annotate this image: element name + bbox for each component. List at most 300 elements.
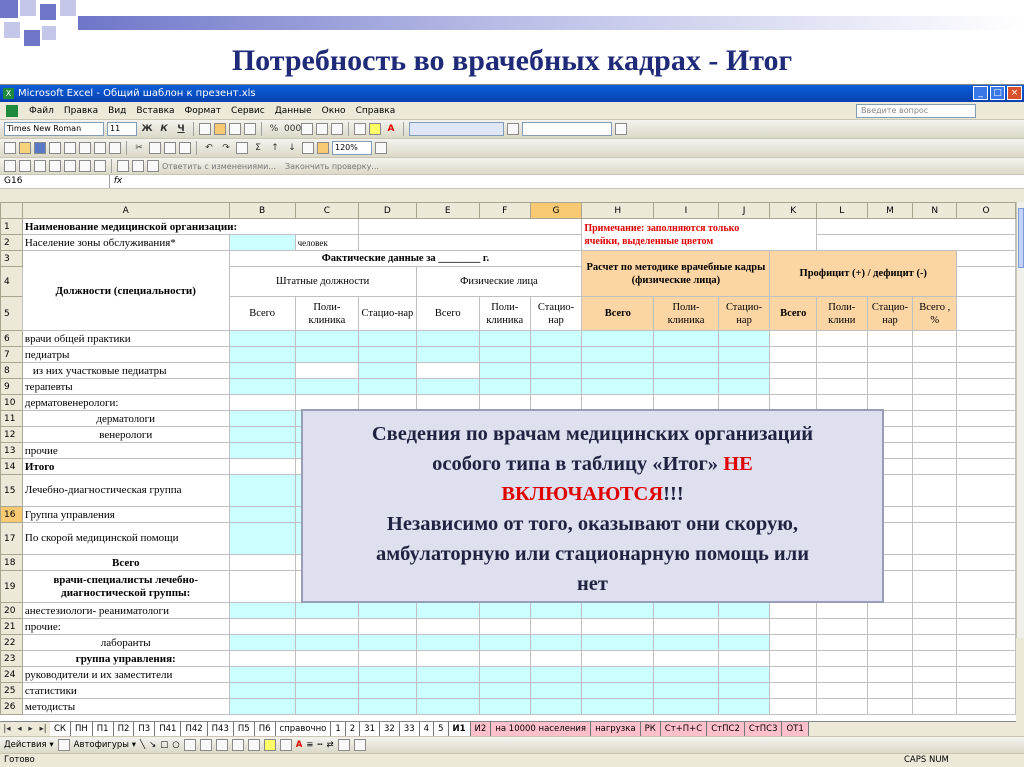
cell[interactable] <box>295 619 358 635</box>
row-header[interactable]: 11 <box>1 411 23 427</box>
cell[interactable] <box>530 603 582 619</box>
cell[interactable] <box>718 379 770 395</box>
arrow-style-icon[interactable]: ⇄ <box>326 740 334 750</box>
cell[interactable] <box>582 635 654 651</box>
cell[interactable] <box>957 251 1016 267</box>
end-review-button[interactable]: Закончить проверку... <box>284 161 379 171</box>
cell[interactable] <box>654 651 718 667</box>
picture-icon[interactable] <box>248 739 260 751</box>
menu-file[interactable]: Файл <box>29 106 54 116</box>
review-icon[interactable] <box>147 160 159 172</box>
rectangle-icon[interactable]: □ <box>160 740 169 750</box>
cell[interactable] <box>229 635 295 651</box>
sheet-tab[interactable]: СК <box>50 722 71 737</box>
row-label[interactable]: педиатры <box>22 347 229 363</box>
vertical-scrollbar[interactable] <box>1016 202 1024 638</box>
col-hospital[interactable]: Стацио-нар <box>718 297 770 331</box>
cell[interactable] <box>817 603 868 619</box>
row-header[interactable]: 9 <box>1 379 23 395</box>
save-icon[interactable] <box>34 142 46 154</box>
cell[interactable] <box>416 603 479 619</box>
sheet-tab[interactable]: справочно <box>276 722 332 737</box>
column-header[interactable]: N <box>913 203 957 219</box>
cell[interactable] <box>913 507 957 523</box>
cell[interactable] <box>913 683 957 699</box>
sheet-tab[interactable]: П6 <box>255 722 276 737</box>
cell[interactable] <box>582 603 654 619</box>
cell[interactable] <box>654 635 718 651</box>
cell[interactable] <box>654 379 718 395</box>
cell[interactable] <box>416 331 479 347</box>
review-icon[interactable] <box>117 160 129 172</box>
textbox-icon[interactable] <box>184 739 196 751</box>
cell[interactable] <box>416 683 479 699</box>
cell[interactable] <box>957 683 1016 699</box>
cell[interactable] <box>770 683 817 699</box>
cell[interactable] <box>530 635 582 651</box>
cell[interactable] <box>957 571 1016 603</box>
cell[interactable] <box>957 555 1016 571</box>
cell[interactable] <box>295 363 358 379</box>
zoom-select[interactable]: 120% <box>332 141 372 155</box>
cell[interactable] <box>867 347 913 363</box>
row-label[interactable]: венерологи <box>22 427 229 443</box>
corner-cell[interactable] <box>1 203 23 219</box>
row-label[interactable]: из них участковые педиатры <box>22 363 229 379</box>
cell[interactable] <box>582 379 654 395</box>
col-total[interactable]: Всего <box>582 297 654 331</box>
sheet-tab[interactable]: П2 <box>114 722 135 737</box>
cell[interactable] <box>229 347 295 363</box>
thousands-button[interactable]: 000 <box>284 124 302 134</box>
profit-header[interactable]: Профицит (+) / дефицит (-) <box>770 251 957 297</box>
cell[interactable] <box>654 363 718 379</box>
cell[interactable] <box>229 603 295 619</box>
cell[interactable] <box>359 379 417 395</box>
review-field[interactable] <box>409 122 504 136</box>
cell[interactable] <box>416 379 479 395</box>
align-left-icon[interactable] <box>199 123 211 135</box>
column-header[interactable]: C <box>295 203 358 219</box>
sheet-tab[interactable]: 5 <box>434 722 448 737</box>
permission-icon[interactable] <box>49 142 61 154</box>
calc-header[interactable]: Расчет по методике врачебные кадры (физические лица) <box>582 251 770 297</box>
cell[interactable] <box>654 603 718 619</box>
cell[interactable] <box>359 363 417 379</box>
autosum-button[interactable]: Σ <box>255 143 261 153</box>
mail-icon[interactable] <box>64 142 76 154</box>
cell[interactable] <box>867 683 913 699</box>
sheet-tab[interactable]: РК <box>641 722 661 737</box>
review-icon[interactable] <box>79 160 91 172</box>
percent-button[interactable]: % <box>269 124 279 134</box>
cell[interactable] <box>416 651 479 667</box>
cell[interactable] <box>479 619 530 635</box>
column-header[interactable]: D <box>359 203 417 219</box>
cell[interactable] <box>817 651 868 667</box>
oval-icon[interactable]: ○ <box>172 740 180 750</box>
fill-color-icon[interactable] <box>369 123 381 135</box>
3d-icon[interactable] <box>354 739 366 751</box>
sheet-tab[interactable]: 33 <box>400 722 420 737</box>
cell[interactable] <box>229 379 295 395</box>
sheet-tab[interactable]: СтПС2 <box>707 722 745 737</box>
cell[interactable] <box>957 347 1016 363</box>
cell[interactable] <box>770 347 817 363</box>
cell[interactable] <box>295 651 358 667</box>
underline-button[interactable]: Ч <box>177 124 185 134</box>
autoshapes-menu[interactable]: Автофигуры ▾ <box>73 740 136 750</box>
cell[interactable] <box>770 667 817 683</box>
shadow-icon[interactable] <box>338 739 350 751</box>
cell[interactable] <box>913 443 957 459</box>
cell[interactable] <box>718 699 770 715</box>
cell[interactable] <box>770 651 817 667</box>
cell[interactable] <box>913 555 957 571</box>
cell[interactable] <box>718 363 770 379</box>
cell[interactable] <box>957 459 1016 475</box>
cell[interactable] <box>416 347 479 363</box>
row-label[interactable]: Группа управления <box>22 507 229 523</box>
cell[interactable] <box>416 699 479 715</box>
menu-view[interactable]: Вид <box>108 106 127 116</box>
cell[interactable] <box>479 699 530 715</box>
review-icon[interactable] <box>34 160 46 172</box>
sheet-tab[interactable]: 31 <box>360 722 380 737</box>
merge-cells-icon[interactable] <box>244 123 256 135</box>
column-header[interactable]: L <box>817 203 868 219</box>
cell[interactable] <box>479 667 530 683</box>
cell[interactable] <box>957 443 1016 459</box>
cell[interactable] <box>229 475 295 507</box>
cell[interactable] <box>718 619 770 635</box>
cell[interactable] <box>479 635 530 651</box>
row-label[interactable]: терапевты <box>22 379 229 395</box>
cell[interactable] <box>957 267 1016 297</box>
cell[interactable] <box>957 603 1016 619</box>
col-polyclinic[interactable]: Поли-клиника <box>295 297 358 331</box>
col-hospital[interactable]: Стацио-нар <box>867 297 913 331</box>
row-header[interactable]: 22 <box>1 635 23 651</box>
review-icon[interactable] <box>132 160 144 172</box>
cell[interactable] <box>770 699 817 715</box>
review-icon[interactable] <box>4 160 16 172</box>
cell[interactable] <box>957 523 1016 555</box>
cell[interactable] <box>295 635 358 651</box>
bold-button[interactable]: Ж <box>141 124 153 134</box>
row-header[interactable]: 17 <box>1 523 23 555</box>
row-label[interactable]: дерматовенерологи: <box>22 395 229 411</box>
sort-ascending-icon[interactable]: ↑ <box>271 143 279 153</box>
sheet-tab[interactable]: 4 <box>420 722 434 737</box>
col-polyclinic[interactable]: Поли-клиника <box>479 297 530 331</box>
cell[interactable] <box>479 603 530 619</box>
review-icon[interactable] <box>49 160 61 172</box>
cell[interactable] <box>817 331 868 347</box>
col-total-percent[interactable]: Всего , % <box>913 297 957 331</box>
cell[interactable] <box>817 219 1016 235</box>
cell[interactable] <box>867 603 913 619</box>
cell[interactable] <box>957 331 1016 347</box>
row-header[interactable]: 6 <box>1 331 23 347</box>
cell[interactable] <box>957 619 1016 635</box>
row-label[interactable]: группа управления: <box>22 651 229 667</box>
physical-persons-header[interactable]: Физические лица <box>416 267 582 297</box>
cell[interactable] <box>530 699 582 715</box>
cell[interactable] <box>582 699 654 715</box>
cell[interactable] <box>913 427 957 443</box>
cell[interactable] <box>913 619 957 635</box>
cell[interactable] <box>530 683 582 699</box>
cell[interactable] <box>229 667 295 683</box>
row-header[interactable]: 23 <box>1 651 23 667</box>
sort-descending-icon[interactable]: ↓ <box>288 143 296 153</box>
wordart-icon[interactable] <box>200 739 212 751</box>
cell[interactable] <box>530 379 582 395</box>
cell[interactable] <box>359 683 417 699</box>
row-label[interactable]: руководители и их заместители <box>22 667 229 683</box>
decimal-increase-icon[interactable] <box>301 123 313 135</box>
cell[interactable] <box>770 331 817 347</box>
fill-color-icon[interactable] <box>264 739 276 751</box>
row-label[interactable]: методисты <box>22 699 229 715</box>
cell[interactable] <box>229 363 295 379</box>
menu-tools[interactable]: Сервис <box>231 106 265 116</box>
hyperlink-icon[interactable] <box>236 142 248 154</box>
row-header[interactable]: 10 <box>1 395 23 411</box>
cell[interactable] <box>229 443 295 459</box>
cell[interactable] <box>913 603 957 619</box>
cell[interactable] <box>359 699 417 715</box>
cell[interactable] <box>817 347 868 363</box>
actions-menu[interactable]: Действия ▾ <box>4 740 54 750</box>
cell[interactable] <box>867 699 913 715</box>
cell[interactable] <box>229 395 295 411</box>
line-style-select[interactable] <box>522 122 612 136</box>
cell[interactable] <box>359 235 582 251</box>
cell[interactable] <box>479 379 530 395</box>
row-header[interactable]: 15 <box>1 475 23 507</box>
drawing-pen-icon[interactable] <box>507 123 519 135</box>
row-label[interactable]: Всего <box>22 555 229 571</box>
cell[interactable] <box>582 331 654 347</box>
menu-format[interactable]: Формат <box>184 106 222 116</box>
cell[interactable] <box>957 667 1016 683</box>
cell[interactable] <box>530 619 582 635</box>
cell[interactable] <box>913 667 957 683</box>
last-sheet-icon[interactable]: ▸| <box>39 724 47 734</box>
cell[interactable] <box>913 635 957 651</box>
column-header[interactable]: E <box>416 203 479 219</box>
cell[interactable] <box>817 363 868 379</box>
sheet-tab[interactable]: П1 <box>93 722 114 737</box>
cell[interactable] <box>654 619 718 635</box>
cell[interactable] <box>530 651 582 667</box>
line-color-icon[interactable] <box>280 739 292 751</box>
sheet-tab[interactable]: ПН <box>71 722 93 737</box>
cell[interactable] <box>229 571 295 603</box>
cell[interactable] <box>359 219 582 235</box>
cell[interactable] <box>416 363 479 379</box>
cell[interactable] <box>359 635 417 651</box>
format-painter-icon[interactable] <box>179 142 191 154</box>
cell[interactable] <box>817 683 868 699</box>
cell[interactable] <box>867 379 913 395</box>
cell[interactable] <box>867 667 913 683</box>
cell[interactable] <box>817 619 868 635</box>
cell[interactable] <box>718 331 770 347</box>
cell[interactable] <box>654 683 718 699</box>
column-header[interactable]: H <box>582 203 654 219</box>
fact-data-header[interactable]: Фактические данные за ________ г. <box>229 251 582 267</box>
cell[interactable] <box>295 331 358 347</box>
cell[interactable] <box>957 379 1016 395</box>
menu-edit[interactable]: Правка <box>63 106 99 116</box>
cell[interactable] <box>229 507 295 523</box>
scrollbar-thumb[interactable] <box>1018 208 1024 268</box>
cell[interactable] <box>957 699 1016 715</box>
cell[interactable] <box>479 363 530 379</box>
col-polyclinic[interactable]: Поли-клиника <box>654 297 718 331</box>
cell[interactable] <box>530 347 582 363</box>
arrow-icon[interactable]: ↘ <box>149 740 157 750</box>
cell[interactable] <box>957 297 1016 331</box>
formula-input[interactable] <box>126 175 1024 188</box>
row-label[interactable]: Итого <box>22 459 229 475</box>
first-sheet-icon[interactable]: |◂ <box>3 724 11 734</box>
select-objects-icon[interactable] <box>58 739 70 751</box>
cell[interactable] <box>957 475 1016 507</box>
row-header[interactable]: 25 <box>1 683 23 699</box>
cell[interactable] <box>718 667 770 683</box>
sheet-tab[interactable]: ОТ1 <box>782 722 808 737</box>
note-label[interactable]: Примечание: заполняются только ячейки, выделенные цветом <box>582 219 817 251</box>
column-header[interactable]: F <box>479 203 530 219</box>
cell[interactable] <box>913 571 957 603</box>
col-hospital[interactable]: Стацио-нар <box>359 297 417 331</box>
print-icon[interactable] <box>79 142 91 154</box>
col-total[interactable]: Всего <box>229 297 295 331</box>
cell[interactable] <box>530 667 582 683</box>
reply-changes-button[interactable]: Ответить с изменениями... <box>162 161 276 171</box>
close-button[interactable]: × <box>1007 86 1022 100</box>
font-color-icon[interactable]: A <box>295 740 303 750</box>
unit-label[interactable]: человек <box>295 235 358 251</box>
new-file-icon[interactable] <box>4 142 16 154</box>
borders-icon[interactable] <box>354 123 366 135</box>
help-icon[interactable] <box>375 142 387 154</box>
cell[interactable] <box>654 331 718 347</box>
prev-sheet-icon[interactable]: ◂ <box>17 724 22 734</box>
cell[interactable] <box>479 651 530 667</box>
cell[interactable] <box>479 347 530 363</box>
row-header[interactable]: 21 <box>1 619 23 635</box>
cell[interactable] <box>229 651 295 667</box>
sheet-tab[interactable]: И2 <box>471 722 492 737</box>
cell[interactable] <box>359 331 417 347</box>
cell[interactable] <box>582 667 654 683</box>
cell[interactable] <box>654 699 718 715</box>
cell[interactable] <box>957 427 1016 443</box>
cell[interactable] <box>718 635 770 651</box>
col-hospital[interactable]: Стацио-нар <box>530 297 582 331</box>
cell[interactable] <box>770 379 817 395</box>
cell[interactable] <box>582 347 654 363</box>
population-label[interactable]: Население зоны обслуживания* <box>22 235 229 251</box>
cell[interactable] <box>867 331 913 347</box>
cell[interactable] <box>913 363 957 379</box>
menu-window[interactable]: Окно <box>321 106 346 116</box>
sheet-tab[interactable]: И1 <box>449 722 471 737</box>
cell[interactable] <box>479 331 530 347</box>
row-label[interactable]: прочие: <box>22 619 229 635</box>
column-header[interactable]: B <box>229 203 295 219</box>
cell[interactable] <box>416 667 479 683</box>
row-header[interactable]: 19 <box>1 571 23 603</box>
row-label[interactable]: статистики <box>22 683 229 699</box>
clipart-icon[interactable] <box>232 739 244 751</box>
row-header[interactable]: 8 <box>1 363 23 379</box>
column-header[interactable]: J <box>718 203 770 219</box>
cut-icon[interactable]: ✂ <box>135 143 143 153</box>
cell[interactable] <box>582 619 654 635</box>
cell[interactable] <box>718 603 770 619</box>
line-icon[interactable]: ╲ <box>139 740 146 750</box>
cell[interactable] <box>229 459 295 475</box>
cell[interactable] <box>913 523 957 555</box>
cell[interactable] <box>913 651 957 667</box>
review-icon[interactable] <box>64 160 76 172</box>
cell[interactable] <box>817 379 868 395</box>
cell[interactable] <box>770 603 817 619</box>
col-total[interactable]: Всего <box>416 297 479 331</box>
row-header[interactable]: 4 <box>1 267 23 297</box>
maximize-button[interactable]: □ <box>990 86 1005 100</box>
sheet-tab[interactable]: на 10000 населения <box>491 722 591 737</box>
cell[interactable] <box>957 507 1016 523</box>
cell[interactable] <box>913 475 957 507</box>
menu-insert[interactable]: Вставка <box>136 106 175 116</box>
decimal-decrease-icon[interactable] <box>316 123 328 135</box>
cell[interactable] <box>295 699 358 715</box>
cell[interactable] <box>913 411 957 427</box>
cell[interactable] <box>913 331 957 347</box>
cell[interactable] <box>817 699 868 715</box>
align-center-icon[interactable] <box>214 123 226 135</box>
sheet-tab[interactable]: 32 <box>380 722 400 737</box>
sheet-tab[interactable]: П43 <box>208 722 234 737</box>
row-label[interactable]: По скорой медицинской помощи <box>22 523 229 555</box>
sheet-tab[interactable]: СтПС3 <box>745 722 783 737</box>
cell[interactable] <box>957 363 1016 379</box>
cell[interactable] <box>229 555 295 571</box>
cell[interactable] <box>913 395 957 411</box>
cell[interactable] <box>229 523 295 555</box>
row-header[interactable]: 3 <box>1 251 23 267</box>
cell[interactable] <box>359 619 417 635</box>
line-style-icon[interactable]: ≡ <box>306 740 314 750</box>
cell[interactable] <box>718 683 770 699</box>
cell[interactable] <box>867 619 913 635</box>
chart-wizard-icon[interactable] <box>302 142 314 154</box>
font-color-icon[interactable]: A <box>387 124 395 134</box>
row-header[interactable]: 1 <box>1 219 23 235</box>
cell[interactable] <box>582 651 654 667</box>
column-header[interactable]: O <box>957 203 1016 219</box>
cell[interactable] <box>957 395 1016 411</box>
cell[interactable] <box>229 331 295 347</box>
cell[interactable] <box>718 651 770 667</box>
